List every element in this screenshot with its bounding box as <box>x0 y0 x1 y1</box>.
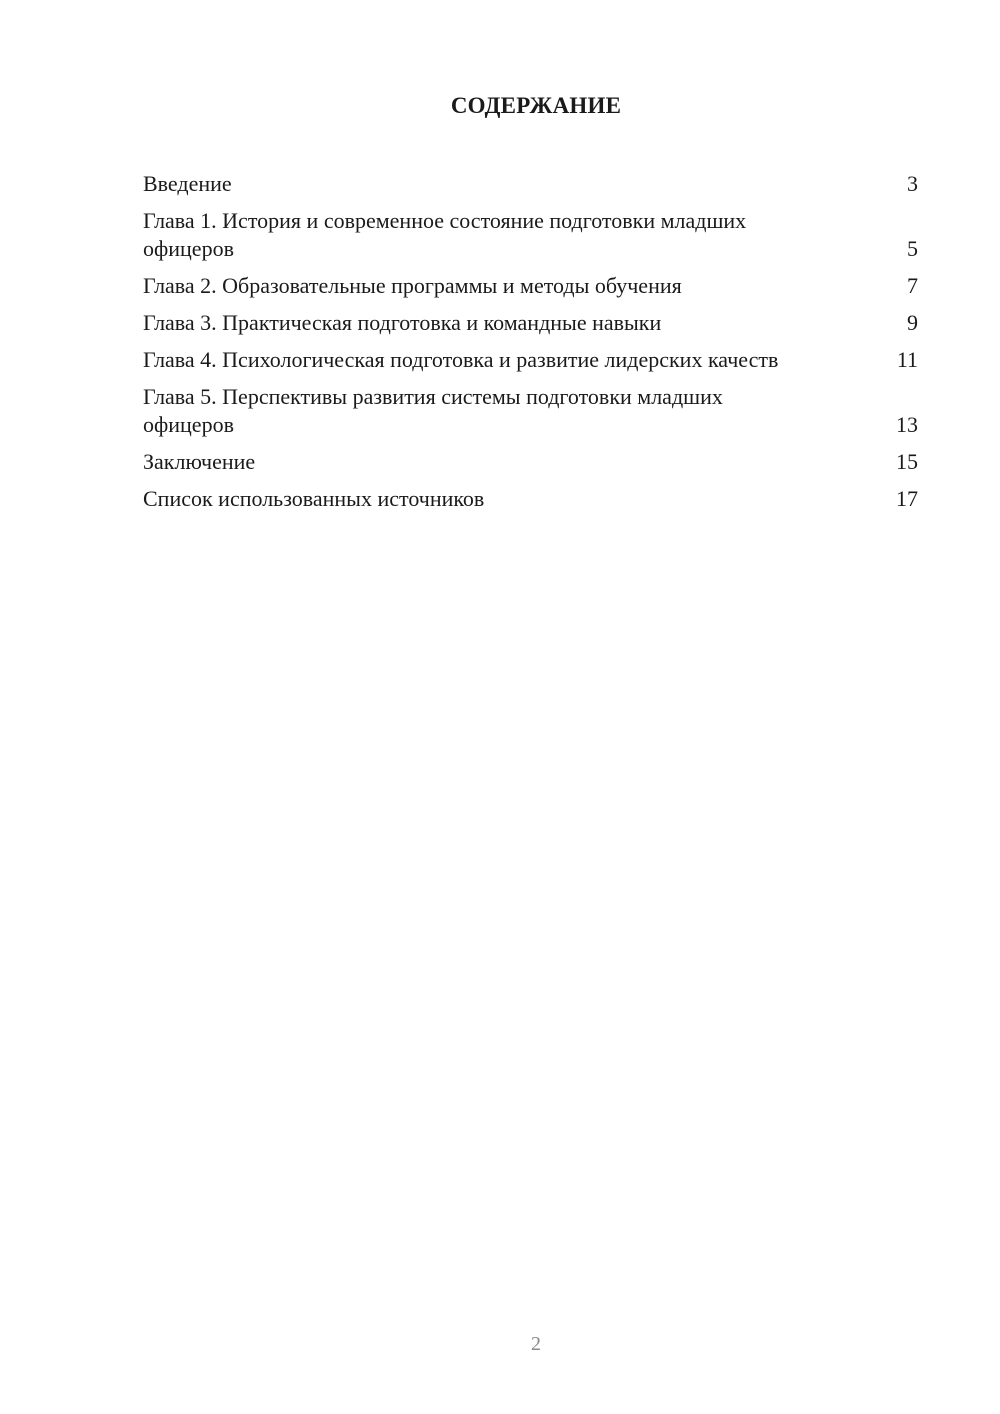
toc-entry-text: Глава 1. История и современное состояние подготовки младших офицеров <box>143 208 747 261</box>
toc-entry-references <box>143 485 918 513</box>
toc-entry-chapter-2 <box>143 272 918 300</box>
toc-entry-page: 9 <box>907 310 918 335</box>
toc-entry-page: 15 <box>896 449 918 474</box>
toc-entry-text: Глава 3. Практическая подготовка и командные навыки <box>143 310 662 335</box>
toc-entry-page: 7 <box>907 273 918 298</box>
toc-entry-text: Заключение <box>143 449 256 474</box>
toc-entry-page: 13 <box>896 412 918 437</box>
toc-entry-text: Глава 5. Перспективы развития системы подготовки младших офицеров <box>143 384 723 437</box>
toc-entry-page: 5 <box>907 236 918 261</box>
toc-entry-chapter-1 <box>143 207 918 263</box>
toc-entry-text: Введение <box>143 171 232 196</box>
toc-entry-page: 11 <box>896 347 918 372</box>
toc-entry-introduction <box>143 170 918 198</box>
toc-entry-page: 3 <box>907 171 918 196</box>
toc-entry-text: Глава 2. Образовательные программы и методы обучения <box>143 273 682 298</box>
toc-entry-text: Глава 4. Психологическая подготовка и развитие лидерских качеств <box>143 347 779 372</box>
toc-entry-page: 17 <box>896 486 918 511</box>
toc-entry-text: Список использованных источников <box>143 486 485 511</box>
page-title: СОДЕРЖАНИЕ <box>450 93 622 118</box>
toc-entry-conclusion <box>143 448 918 476</box>
toc-entry-chapter-3 <box>143 309 918 337</box>
page-number: 2 <box>531 1333 541 1355</box>
toc-entry-chapter-4 <box>143 346 918 374</box>
table-of-contents <box>143 170 918 522</box>
toc-entry-chapter-5 <box>143 383 918 439</box>
